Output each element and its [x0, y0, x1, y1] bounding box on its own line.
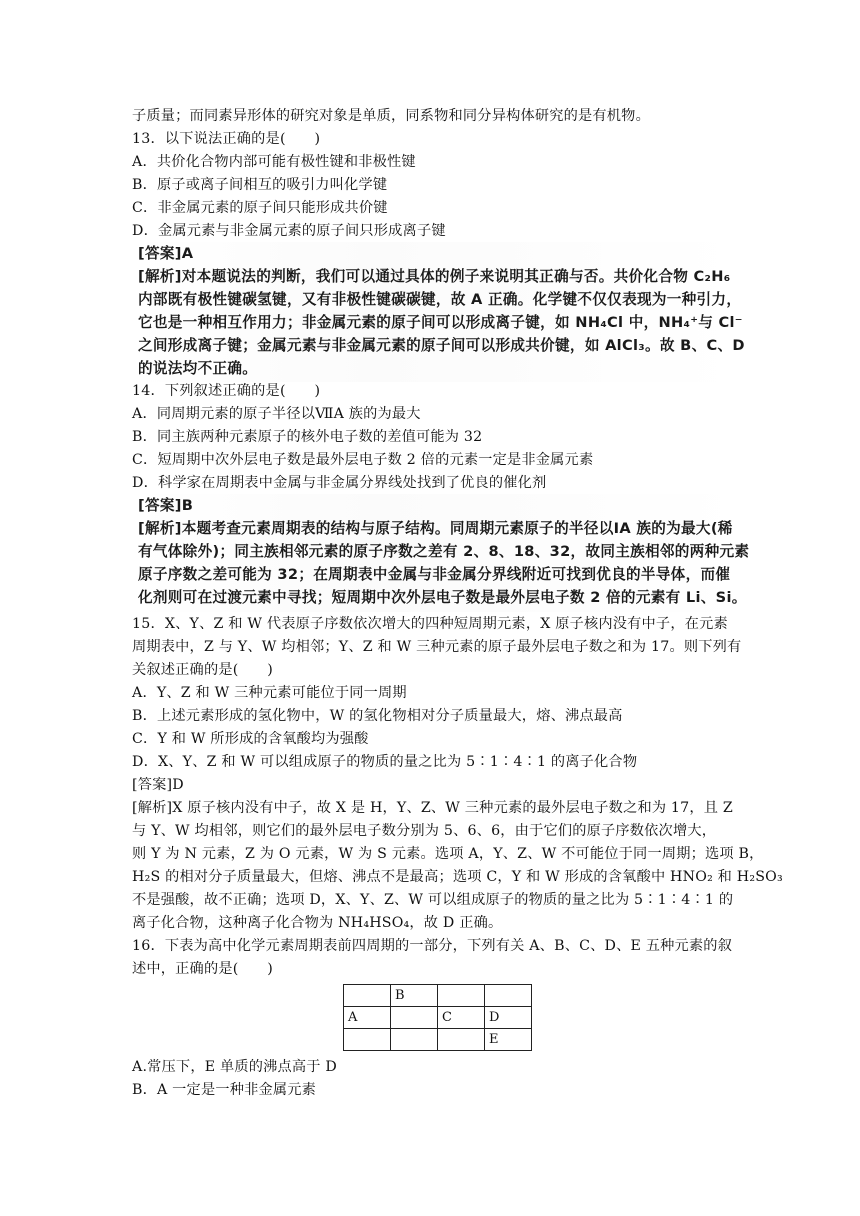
option-13b: B．原子或离子间相互的吸引力叫化学键: [132, 177, 388, 193]
explanation-13-line: 的说法均不正确。: [138, 360, 258, 377]
explanation-14-line: 有气体除外)；同主族相邻元素的原子序数之差有 2、8、18、32，故同主族相邻的两种元素: [138, 543, 750, 560]
table-cell: [344, 1029, 391, 1051]
text-line: 子质量；而同素异形体的研究对象是单质，同系物和同分异构体研究的是有机物。: [132, 108, 650, 124]
table-cell: [438, 985, 485, 1007]
table-cell: D: [485, 1007, 532, 1029]
question-16: 16．下表为高中化学元素周期表前四周期的一部分，下列有关 A、B、C、D、E 五种元素的叙: [132, 938, 733, 954]
explanation-15-line: 与 Y、W 均相邻，则它们的最外层电子数分别为 5、6、6，由于它们的原子序数依次增大，: [132, 823, 717, 839]
option-15d: D．X、Y、Z 和 W 可以组成原子的物质的量之比为 5∶1∶4∶1 的离子化合物: [132, 754, 638, 770]
answer-15: [答案]D: [132, 777, 184, 793]
option-14a: A．同周期元素的原子半径以ⅦA 族的为最大: [132, 406, 421, 422]
explanation-15-line: 则 Y 为 N 元素，Z 为 O 元素，W 为 S 元素。选项 A，Y、Z、W 不可能位于同一周期；选项 B，: [132, 846, 764, 862]
answer-14: [答案]B: [138, 497, 194, 514]
table-cell: E: [485, 1029, 532, 1051]
table-cell: [344, 985, 391, 1007]
option-16b: B．A 一定是一种非金属元素: [132, 1082, 317, 1098]
question-15: 周期表中，Z 与 Y、W 均相邻；Y、Z 和 W 三种元素的原子最外层电子数之和为 17。则下列有: [132, 639, 742, 655]
explanation-15-line: 不是强酸，故不正确；选项 D，X、Y、Z、W 可以组成原子的物质的量之比为 5∶1∶4∶1 的: [132, 892, 734, 908]
option-16a: A.常压下，E 单质的沸点高于 D: [132, 1059, 337, 1075]
question-15: 关叙述正确的是( ): [132, 662, 273, 678]
explanation-14-line: 原子序数之差可能为 32；在周期表中金属与非金属分界线附近可找到优良的半导体，而催: [138, 566, 731, 583]
table-cell: [485, 985, 532, 1007]
option-13c: C．非金属元素的原子间只能形成共价键: [132, 200, 388, 216]
table-row: [344, 1007, 532, 1029]
table-cell: [391, 1007, 438, 1029]
explanation-13-line: 它也是一种相互作用力；非金属元素的原子间可以形成离子键，如 NH₄Cl 中，NH₄⁺与 Cl⁻: [138, 314, 743, 331]
question-16: 述中，正确的是( ): [132, 961, 273, 977]
option-15a: A．Y、Z 和 W 三种元素可能位于同一周期: [132, 685, 407, 701]
explanation-14-line: 化剂则可在过渡元素中寻找；短周期中次外层电子数是最外层电子数 2 倍的元素有 Li、Si。: [138, 589, 747, 606]
periodic-table-fragment: [343, 984, 532, 1051]
question-15: 15．X、Y、Z 和 W 代表原子序数依次增大的四种短周期元素，X 原子核内没有中子，在元素: [132, 616, 728, 632]
option-13a: A．共价化合物内部可能有极性键和非极性键: [132, 154, 416, 170]
explanation-15-line: 离子化合物，这种离子化合物为 NH₄HSO₄，故 D 正确。: [132, 915, 503, 931]
table-row: [344, 985, 532, 1007]
table-cell: C: [438, 1007, 485, 1029]
explanation-13-line: 内部既有极性键碳氢键，又有非极性键碳碳键，故 A 正确。化学键不仅仅表现为一种引力，: [138, 291, 742, 308]
answer-13: [答案]A: [138, 245, 194, 262]
question-13: 13．以下说法正确的是( ): [132, 131, 321, 147]
table-cell: A: [344, 1007, 391, 1029]
table-cell: B: [391, 985, 438, 1007]
option-14c: C．短周期中次外层电子数是最外层电子数 2 倍的元素一定是非金属元素: [132, 452, 594, 468]
explanation-15-line: [解析]X 原子核内没有中子，故 X 是 H，Y、Z、W 三种元素的最外层电子数之和为 17，且 Z: [132, 800, 733, 816]
explanation-13-line: [解析]对本题说法的判断，我们可以通过具体的例子来说明其正确与否。共价化合物 C₂H₆: [138, 268, 731, 285]
option-15b: B．上述元素形成的氢化物中，W 的氢化物相对分子质量最大，熔、沸点最高: [132, 708, 623, 724]
explanation-14-line: [解析]本题考查元素周期表的结构与原子结构。同周期元素原子的半径以ⅠA 族的为最大(稀: [138, 520, 733, 537]
question-14: 14．下列叙述正确的是( ): [132, 383, 321, 399]
option-14d: D．科学家在周期表中金属与非金属分界线处找到了优良的催化剂: [132, 475, 547, 491]
table-cell: [391, 1029, 438, 1051]
option-15c: C．Y 和 W 所形成的含氧酸均为强酸: [132, 731, 369, 747]
option-13d: D．金属元素与非金属元素的原子间只形成离子键: [132, 223, 446, 239]
explanation-15-line: H₂S 的相对分子质量最大，但熔、沸点不是最高；选项 C，Y 和 W 形成的含氧酸中 HNO₂ 和 H₂SO₃: [132, 869, 783, 885]
table-row: [344, 1029, 532, 1051]
explanation-13-line: 之间形成离子键；金属元素与非金属元素的原子间可以形成共价键，如 AlCl₃。故 B、C、D: [138, 337, 745, 354]
table-cell: [438, 1029, 485, 1051]
option-14b: B．同主族两种元素原子的核外电子数的差值可能为 32: [132, 429, 483, 445]
